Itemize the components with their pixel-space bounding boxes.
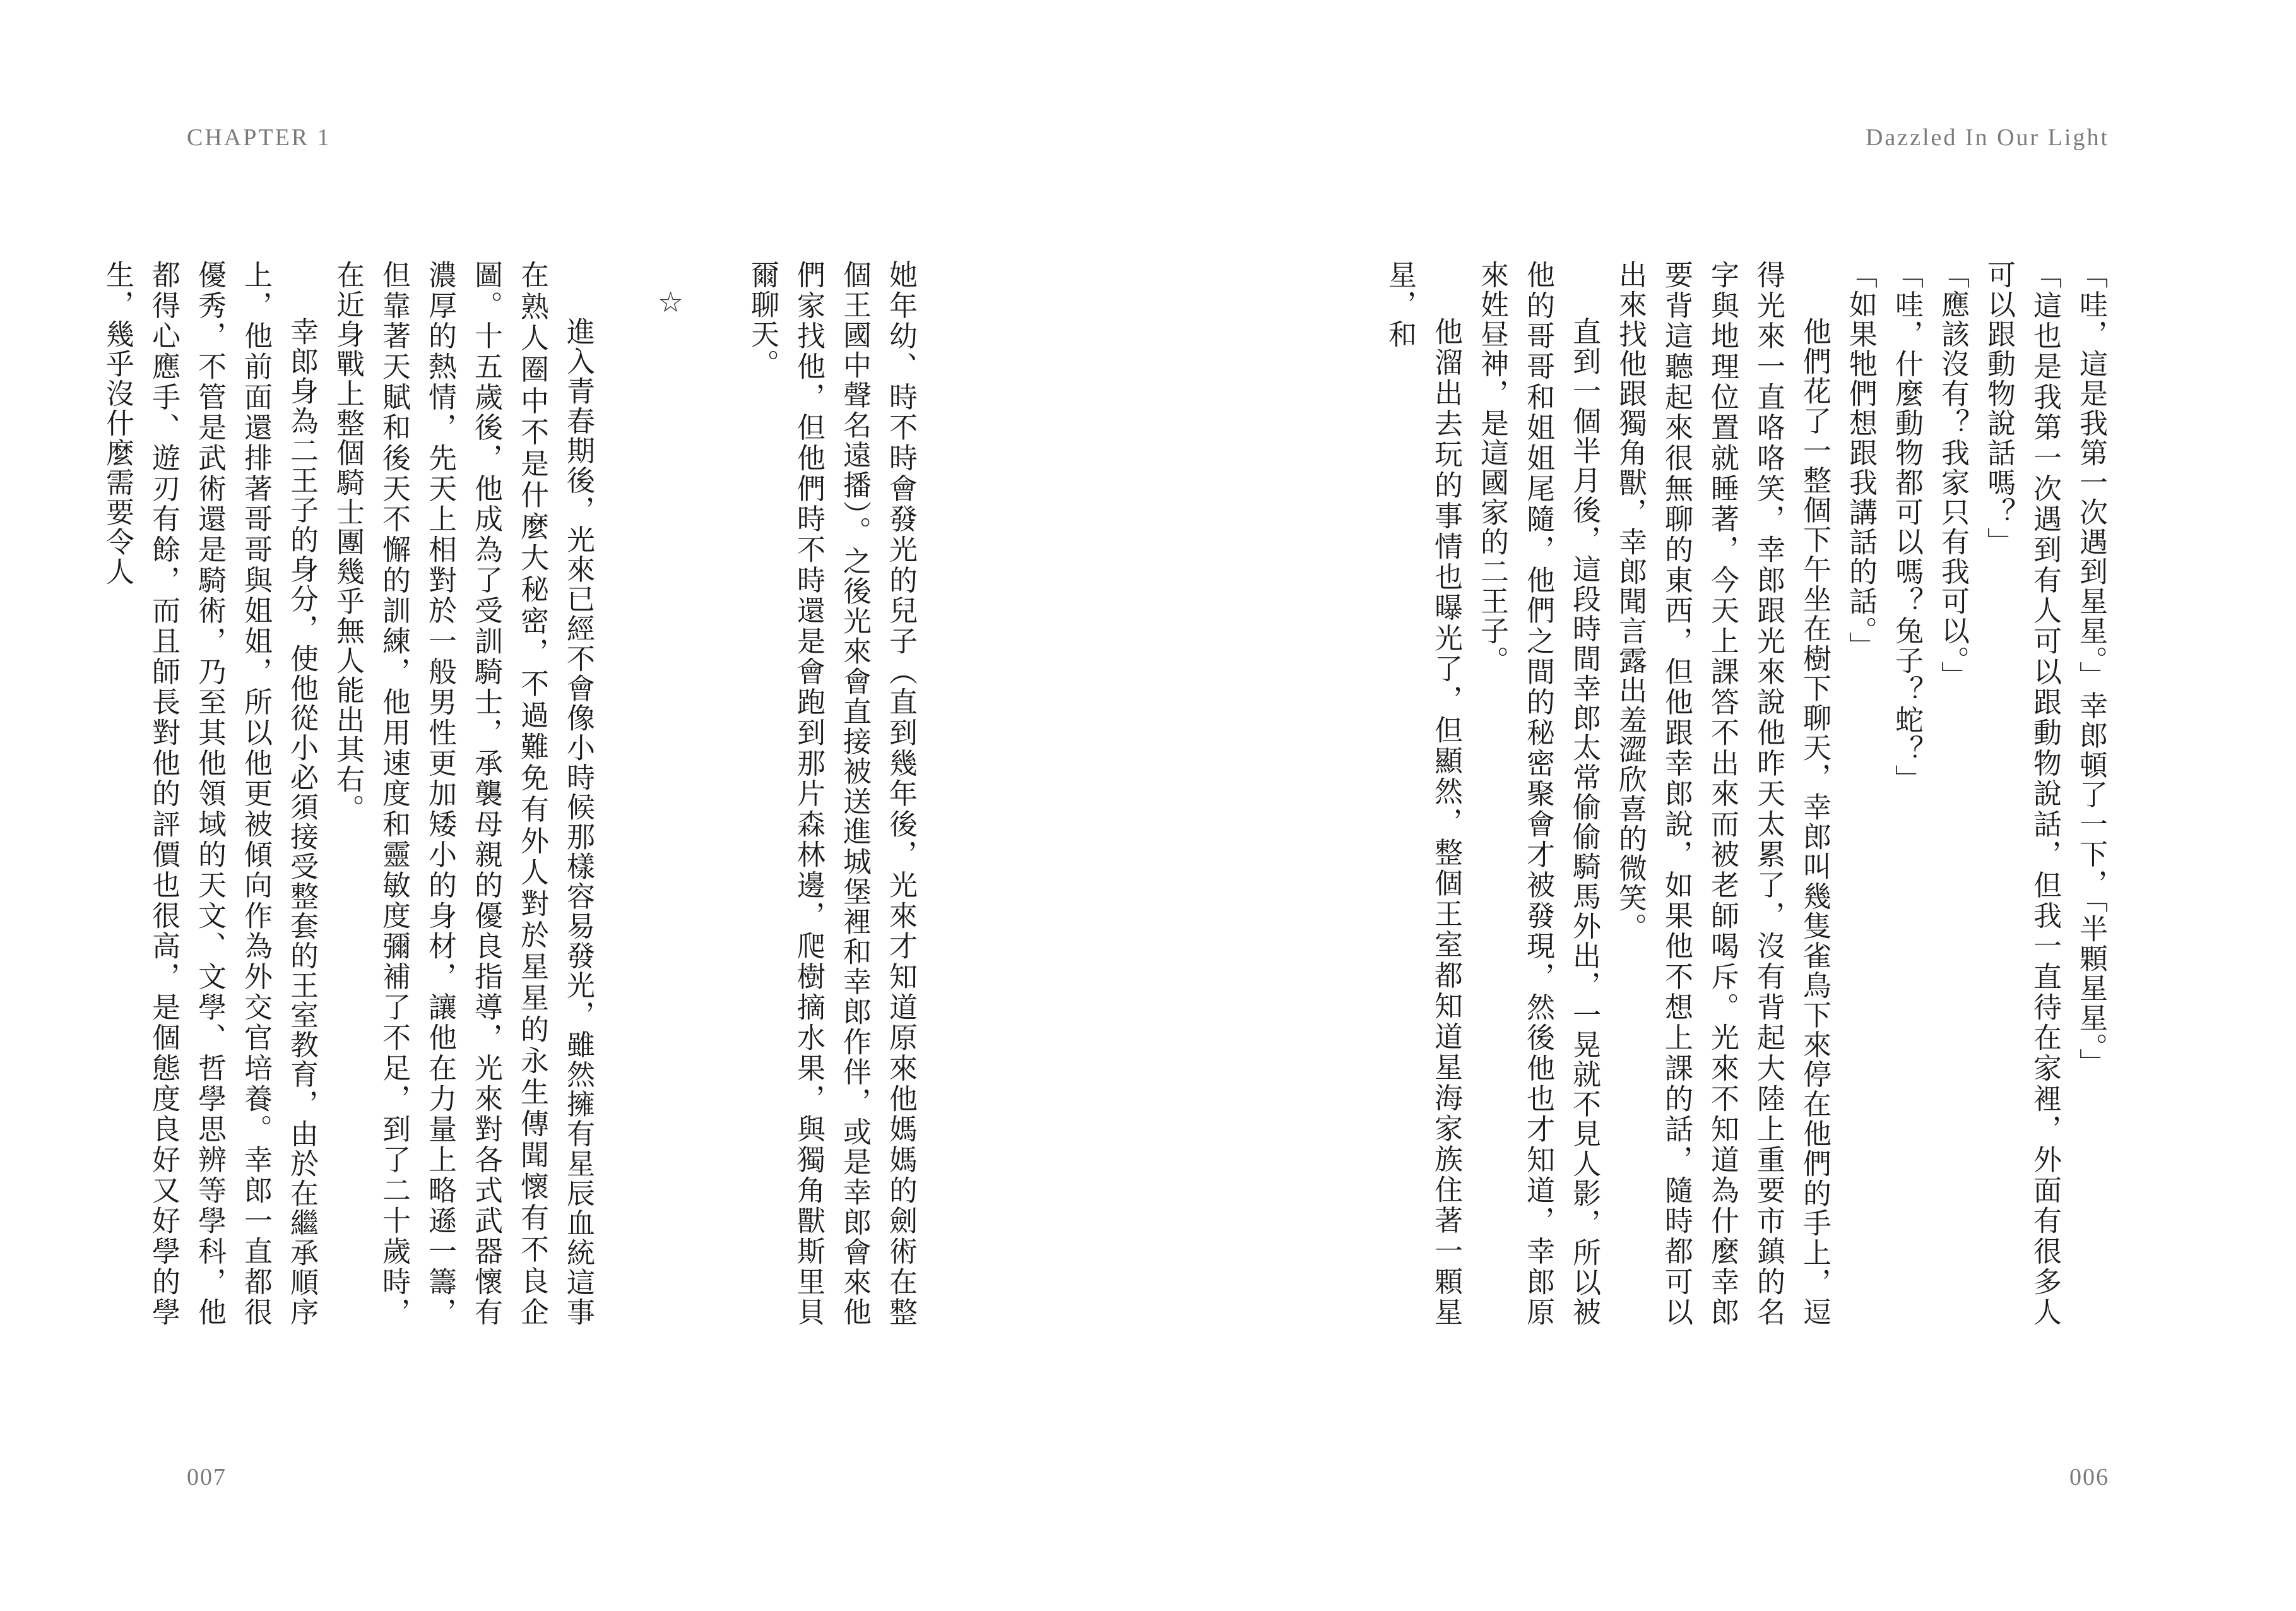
running-head-title: Dazzled In Our Light — [1865, 124, 2109, 151]
dialogue-line: 「哇，這是我第一次遇到星星。」幸郎頓了一下，「半顆星星。」 — [2074, 260, 2108, 1078]
paragraph: 幸郎身為二王子的身分，使他從小必須接受整套的王室教育，由於在繼承順序上，他前面還排著哥哥與姐姐，所以他更被傾向作為外交官培養。幸郎一直都很優秀，不管是武術還是騎術，乃至其他領域的天文、文學、哲學思辨等學科，他都得心應手、遊刃有餘，而且師長對他的評價也很高，是個態度良好又好學的學生，幾乎沒什麼需要令人 — [101, 260, 319, 1327]
paragraph: 直到一個半月後，這段時間幸郎太常偷偷騎馬外出，一晃就不見人影，所以被他的哥哥和姐姐尾隨，他們之間的秘密聚會才被發現，然後他也才知道，幸郎原來姓昼神，是這國家的二王子。 — [1476, 260, 1601, 1327]
running-head-chapter: CHAPTER 1 — [187, 124, 331, 151]
page-number: 006 — [2069, 1464, 2109, 1490]
left-page-body — [101, 260, 924, 1327]
section-break-star: ☆ — [654, 285, 687, 320]
dialogue-line: 「應該沒有？我家只有我可以。」 — [1936, 260, 1970, 691]
paragraph: 她年幼、時不時會發光的兒子（直到幾年後，光來才知道原來他媽媽的劍術在整個王國中聲名遠播）。之後光來會直接被送進城堡裡和幸郎作伴，或是幸郎會來他們家找他，但他們時不時還是會跑到那片森林邊，爬樹摘水果，與獨角獸斯里貝爾聊天。 — [746, 260, 918, 1327]
dialogue-line: 「這也是我第一次遇到有人可以跟動物說話，但我一直待在家裡，外面有很多人可以跟動物說話嗎？」 — [1982, 260, 2062, 1327]
paragraph: 他溜出去玩的事情也曝光了，但顯然，整個王室都知道星海家族住著一顆星星，和 — [1383, 260, 1463, 1327]
paragraph: 進入青春期後，光來已經不會像小時候那樣容易發光，雖然擁有星辰血統這事在熟人圈中不是什麼大秘密，不過難免有外人對於星星的永生傳聞懷有不良企圖。十五歲後，他成為了受訓騎士，承襲母親的優良指導，光來對各式武器懷有濃厚的熱情，先天上相對於一般男性更加矮小的身材，讓他在力量上略遜一籌，但靠著天賦和後天不懈的訓練，他用速度和靈敏度彌補了不足，到了二十歲時，在近身戰上整個騎士團幾乎無人能出其右。 — [331, 260, 595, 1327]
right-page — [1148, 0, 2296, 1611]
dialogue-line: 「如果牠們想跟我講話的話。」 — [1844, 260, 1878, 662]
dialogue-line: 「哇，什麼動物都可以嗎？兔子？蛇？」 — [1890, 260, 1924, 794]
page-number: 007 — [187, 1464, 227, 1490]
paragraph: 他們花了一整個下午坐在樹下聊天，幸郎叫幾隻雀鳥下來停在他們的手上，逗得光來一直咯咯笑，幸郎跟光來說他昨天太累了，沒有背起大陸上重要市鎮的名字與地理位置就睡著，今天上課答不出來而被老師喝斥。光來不知道為什麼幸郎要背這聽起來很無聊的東西，但他跟幸郎說，如果他不想上課的話，隨時都可以出來找他跟獨角獸，幸郎聞言露出羞澀欣喜的微笑。 — [1614, 260, 1831, 1327]
right-page-body — [1383, 260, 2114, 1327]
